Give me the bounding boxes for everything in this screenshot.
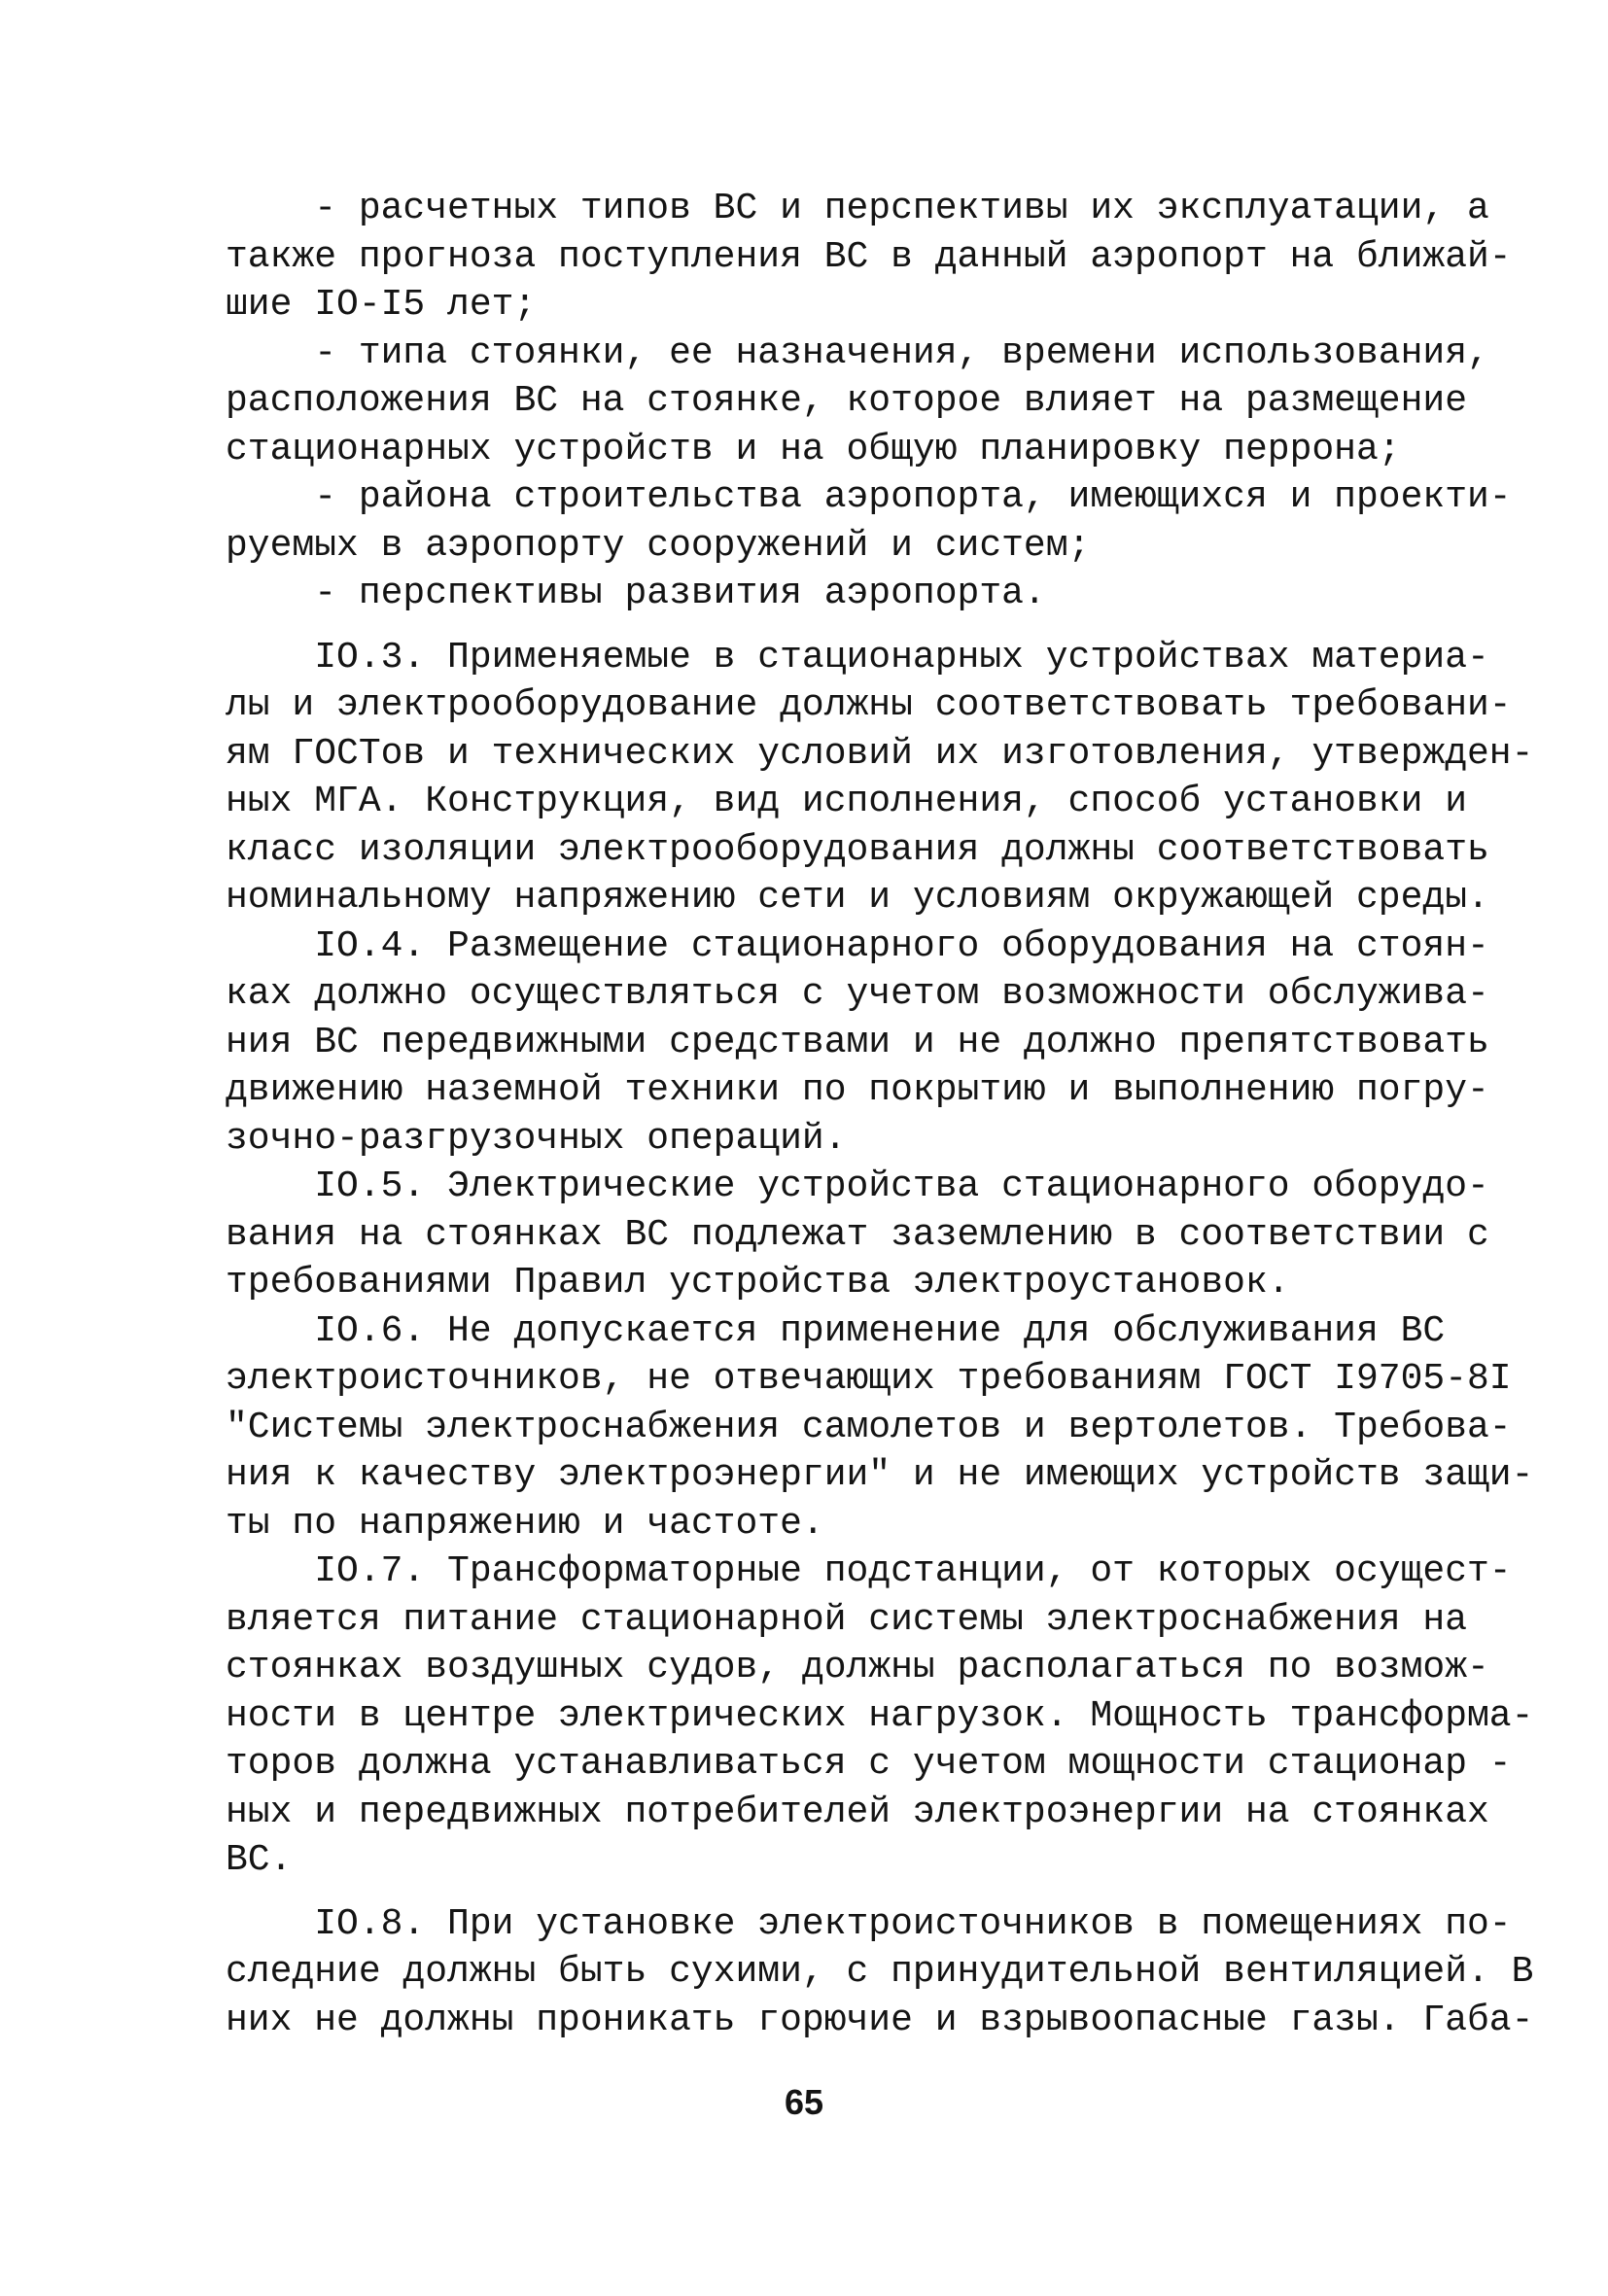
text-line: - расчетных типов ВС и перспективы их эксплуатации, а bbox=[226, 188, 1489, 229]
text-line: IO.5. Электрические устройства стационарного оборудо- bbox=[226, 1165, 1489, 1207]
text-line: торов должна устанавливаться с учетом мощности стационар - bbox=[226, 1743, 1512, 1785]
text-line: следние должны быть сухими, с принудительной вентиляцией. В bbox=[226, 1951, 1534, 1993]
text-line: стоянках воздушных судов, должны располагаться по возмож- bbox=[226, 1647, 1489, 1688]
text-line: IO.3. Применяемые в стационарных устройствах материа- bbox=[226, 636, 1489, 678]
text-line: IO.8. При установке электроисточников в помещениях по- bbox=[226, 1902, 1512, 1945]
text-line: - типа стоянки, ее назначения, времени использования, bbox=[226, 331, 1489, 374]
text-line: вляется питание стационарной системы электроснабжения на bbox=[226, 1598, 1468, 1641]
text-line: них не должны проникать горючие и взрывоопасные газы. Габа- bbox=[226, 1999, 1534, 2041]
paragraph-gap bbox=[226, 618, 1414, 634]
body-text bbox=[226, 185, 1534, 2044]
text-line: лы и электрооборудование должны соответствовать требовани- bbox=[226, 684, 1512, 726]
text-line: номинальному напряжению сети и условиям окружающей среды. bbox=[226, 877, 1489, 919]
text-line: расположения ВС на стоянке, которое влияет на размещение bbox=[226, 380, 1468, 422]
text-line: движению наземной техники по покрытию и выполнению погру- bbox=[226, 1069, 1489, 1111]
text-line: IO.6. Не допускается применение для обслуживания ВС bbox=[226, 1309, 1446, 1352]
text-line: IO.7. Трансформаторные подстанции, от которых осущест- bbox=[226, 1550, 1512, 1592]
page-number: 65 bbox=[784, 2082, 824, 2122]
text-line: ния ВС передвижными средствами и не должно препятствовать bbox=[226, 1021, 1489, 1063]
text-line: шие IO-I5 лет; bbox=[226, 284, 537, 326]
paragraph-gap bbox=[226, 1885, 1414, 1900]
text-line: ния к качеству электроэнергии" и не имеющих устройств защи- bbox=[226, 1454, 1534, 1496]
text-line: ВС. bbox=[226, 1839, 293, 1881]
text-line: стационарных устройств и на общую планировку перрона; bbox=[226, 428, 1401, 470]
text-line: ных МГА. Конструкция, вид исполнения, способ установки и bbox=[226, 781, 1468, 822]
text-line: руемых в аэропорту сооружений и систем; bbox=[226, 524, 1091, 567]
text-line: требованиями Правил устройства электроустановок. bbox=[226, 1262, 1290, 1304]
text-line: вания на стоянках ВС подлежат заземлению в соответствии с bbox=[226, 1213, 1489, 1256]
text-line: ках должно осуществляться с учетом возможности обслужива- bbox=[226, 973, 1489, 1015]
text-line: ности в центре электрических нагрузок. Мощность трансформа- bbox=[226, 1694, 1534, 1737]
text-line: - района строительства аэропорта, имеющихся и проекти- bbox=[226, 476, 1512, 518]
text-line: ям ГОСТов и технических условий их изготовления, утвержден- bbox=[226, 732, 1534, 775]
text-line: - перспективы развития аэропорта. bbox=[226, 573, 1046, 614]
text-line: ных и передвижных потребителей электроэнергии на стоянках bbox=[226, 1791, 1489, 1833]
text-line: "Системы электроснабжения самолетов и вертолетов. Требова- bbox=[226, 1406, 1512, 1448]
text-line: класс изоляции электрооборудования должны соответствовать bbox=[226, 828, 1489, 871]
text-line: зочно-разгрузочных операций. bbox=[226, 1117, 847, 1160]
text-line: также прогноза поступления ВС в данный аэропорт на ближай- bbox=[226, 235, 1512, 278]
text-line: ты по напряжению и частоте. bbox=[226, 1502, 824, 1545]
text-line: IO.4. Размещение стационарного оборудования на стоян- bbox=[226, 924, 1489, 967]
text-line: электроисточников, не отвечающих требованиям ГОСТ I9705-8I bbox=[226, 1358, 1512, 1400]
